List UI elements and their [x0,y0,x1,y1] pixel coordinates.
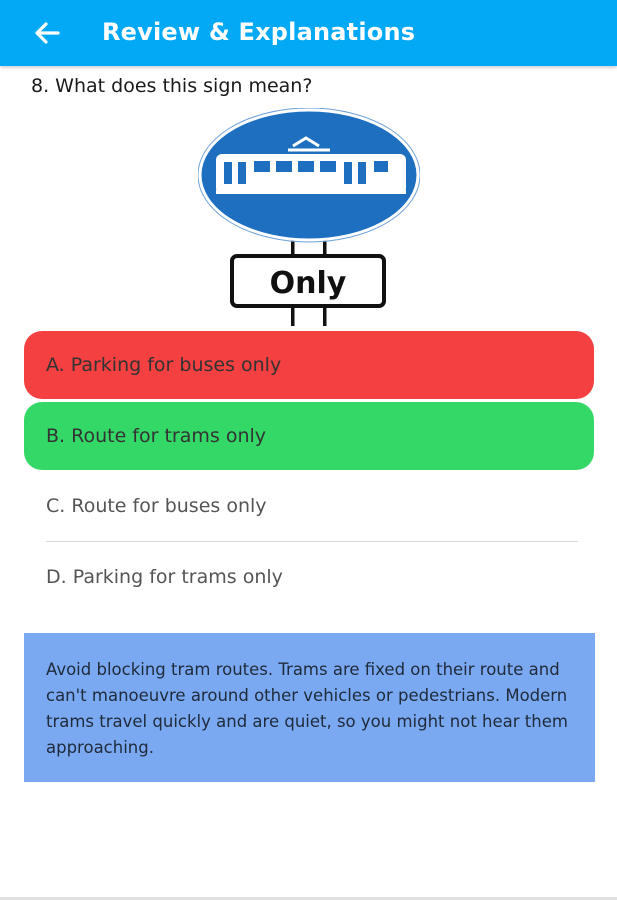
option-b[interactable] [24,402,594,470]
option-a[interactable] [24,331,594,399]
arrow-left-icon [34,21,60,45]
sign-image [198,108,420,330]
option-divider [46,541,578,542]
app-bar [0,0,617,66]
question-text: 8. What does this sign mean? [31,75,313,97]
option-c-label: C. Route for buses only [46,495,267,517]
option-b-label: B. Route for trams only [46,425,267,447]
option-d[interactable] [24,543,594,611]
explanation-box [24,633,595,782]
option-d-label: D. Parking for trams only [46,566,283,588]
explanation-text: Avoid blocking tram routes. Trams are fixed on their route and can't manoeuvre around other vehicles or pedestrians. Modern trams travel quickly and are quiet, so you might not hear them approaching. [46,660,568,757]
option-a-label: A. Parking for buses only [46,354,282,376]
sign-plate-text: Only [269,266,347,301]
page-title: Review & Explanations [102,18,416,46]
option-c[interactable] [24,472,594,540]
back-button[interactable] [28,14,66,52]
